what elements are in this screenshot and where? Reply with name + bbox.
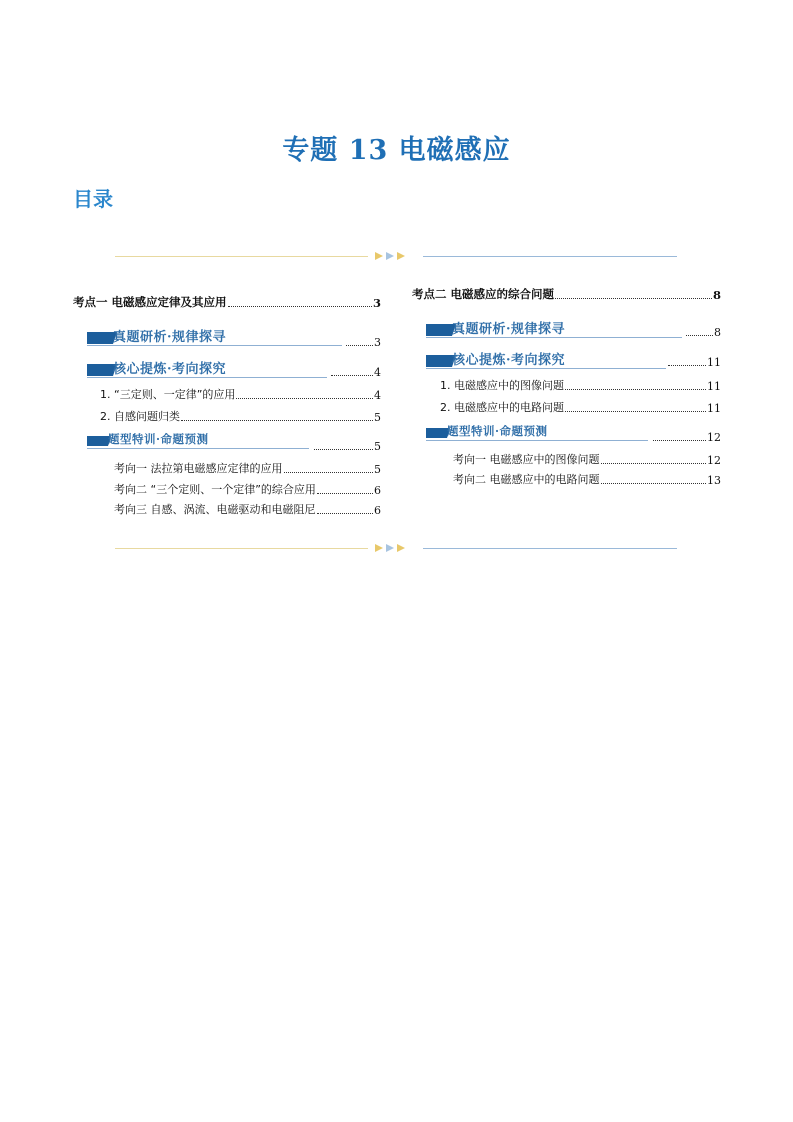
banner-practice[interactable]: 题型特训·命题预测 [87, 431, 312, 453]
toc-entry-topic-2[interactable]: 考点二 电磁感应的综合问题 8 [412, 287, 721, 302]
toc-entry-page[interactable]: 8 [685, 326, 721, 339]
toc-heading: 目录 [73, 187, 113, 211]
banner-core[interactable]: 核心提炼·考向探究 [87, 358, 332, 380]
toc-entry-item[interactable]: 1. “三定则、一定律”的应用 4 [100, 388, 381, 402]
toc-entry-item[interactable]: 1. 电磁感应中的图像问题 11 [440, 379, 721, 393]
banner-real-exam[interactable]: 真题研析·规律探寻 [426, 318, 686, 340]
toc-entry-item[interactable]: 2. 自感问题归类 5 [100, 410, 381, 424]
triple-arrow-icon [373, 543, 419, 553]
toc-entry-page[interactable]: 4 [330, 366, 381, 379]
top-divider [115, 253, 677, 261]
toc-entry-page[interactable]: 5 [313, 440, 381, 453]
banner-real-exam[interactable]: 真题研析·规律探寻 [87, 326, 347, 348]
bottom-divider [115, 545, 677, 553]
toc-entry-topic-1[interactable]: 考点一 电磁感应定律及其应用 3 [73, 295, 381, 310]
triple-arrow-icon [373, 251, 419, 261]
toc-entry-direction[interactable]: 考向二 电磁感应中的电路问题 13 [453, 473, 721, 487]
toc-entry-direction[interactable]: 考向二 “三个定则、一个定律”的综合应用 6 [114, 483, 381, 497]
toc-entry-page[interactable]: 11 [667, 356, 721, 369]
toc-entry-page[interactable]: 3 [345, 336, 381, 349]
toc-entry-page[interactable]: 12 [652, 431, 721, 444]
page-title: 专题 13 电磁感应 [282, 135, 511, 166]
toc-entry-item[interactable]: 2. 电磁感应中的电路问题 11 [440, 401, 721, 415]
banner-practice[interactable]: 题型特训·命题预测 [426, 423, 651, 445]
toc-entry-direction[interactable]: 考向一 法拉第电磁感应定律的应用 5 [114, 462, 381, 476]
toc-entry-direction[interactable]: 考向三 自感、涡流、电磁驱动和电磁阻尼 6 [114, 503, 381, 517]
banner-core[interactable]: 核心提炼·考向探究 [426, 349, 671, 371]
toc-entry-direction[interactable]: 考向一 电磁感应中的图像问题 12 [453, 453, 721, 467]
